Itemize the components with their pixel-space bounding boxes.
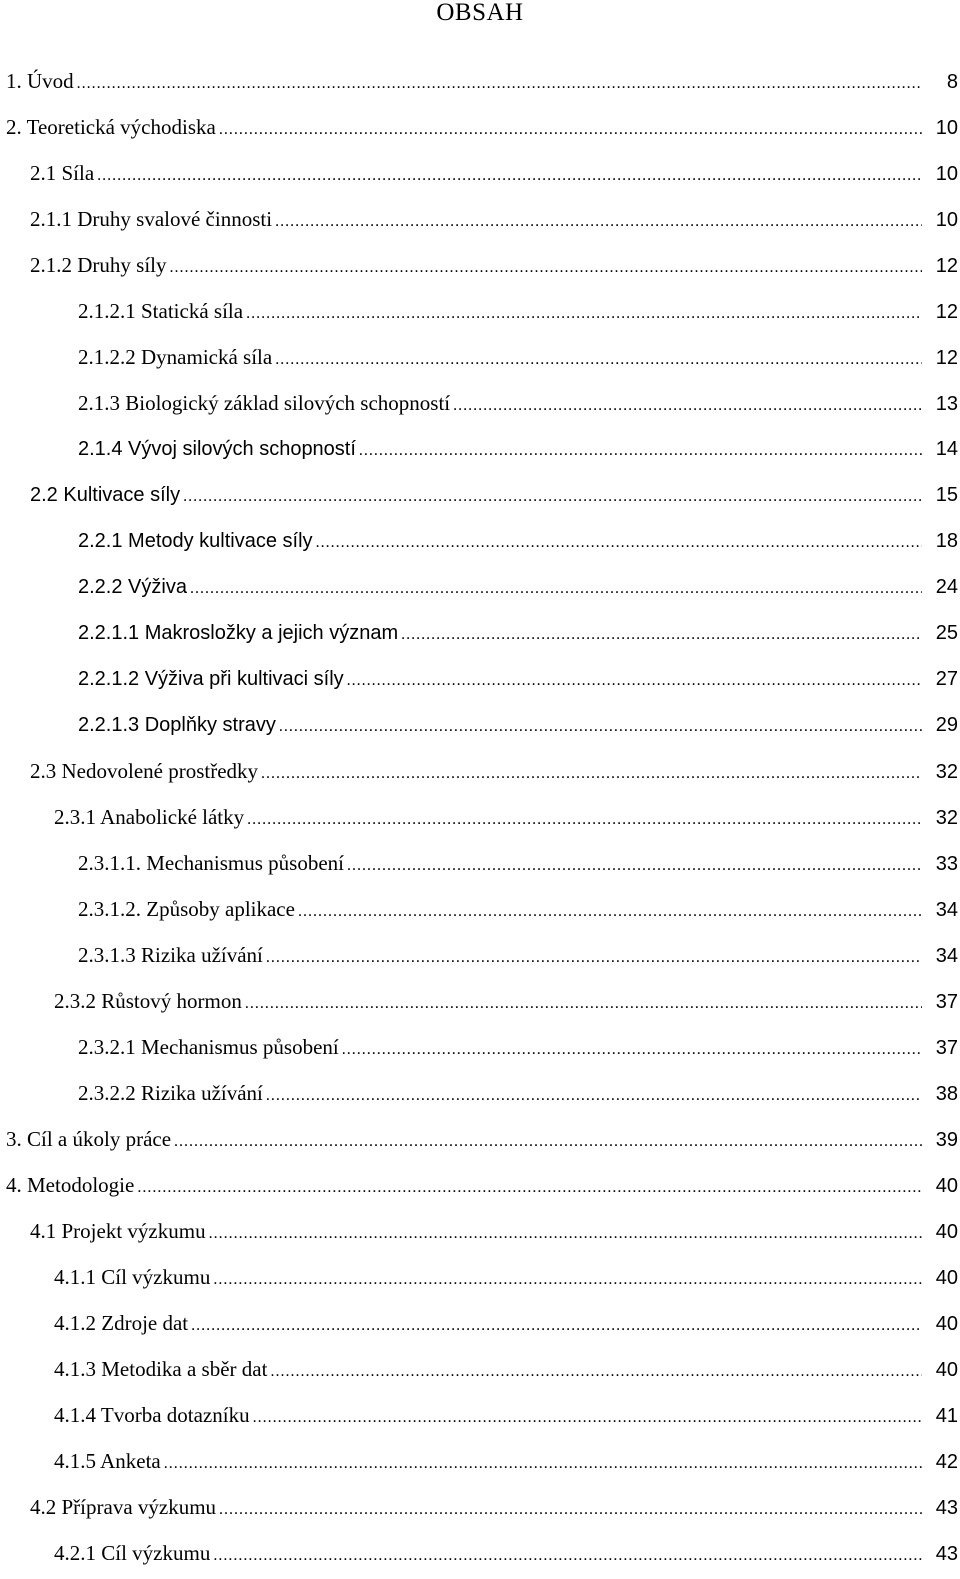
toc-entry-label: 2.1.1 Druhy svalové činnosti	[30, 207, 273, 231]
dot-leader	[137, 1165, 922, 1211]
toc-entry[interactable]	[0, 58, 960, 104]
toc-entry[interactable]	[0, 1530, 960, 1576]
toc-entry[interactable]	[0, 196, 960, 242]
toc-entry-page: 42	[935, 1451, 958, 1473]
dot-leader	[275, 199, 922, 245]
toc-entry-label: 2.3.2.1 Mechanismus působení	[78, 1035, 339, 1059]
toc-entry[interactable]	[0, 1392, 960, 1438]
dot-leader	[245, 981, 922, 1027]
dot-leader	[279, 704, 922, 750]
toc-entry-page: 34	[935, 899, 958, 921]
toc-entry[interactable]	[0, 702, 960, 748]
dot-leader	[342, 1027, 922, 1073]
toc-entry-label: 2.1 Síla	[30, 161, 95, 185]
dot-leader	[170, 245, 923, 291]
dot-leader	[246, 291, 922, 337]
toc-entry[interactable]	[0, 794, 960, 840]
dot-leader	[191, 1303, 922, 1349]
toc-entry-page: 41	[935, 1405, 958, 1427]
dot-leader	[164, 1441, 922, 1487]
toc-entry-page: 37	[935, 1037, 958, 1059]
toc-entry[interactable]	[0, 886, 960, 932]
toc-entry-page: 40	[935, 1221, 958, 1243]
toc-entry-page: 40	[935, 1267, 958, 1289]
toc-entry[interactable]	[0, 610, 960, 656]
toc-entry-page: 33	[935, 853, 958, 875]
dot-leader	[209, 1211, 922, 1257]
dot-leader	[266, 1073, 922, 1119]
toc-entry-label: 2.3.1.2. Způsoby aplikace	[78, 897, 295, 921]
toc-entry-label: 2. Teoretická východiska	[6, 115, 216, 139]
toc-entry-label: 2.1.2.1 Statická síla	[78, 299, 244, 323]
toc-entry-label: 2.3.1 Anabolické látky	[54, 805, 245, 829]
toc-entry-label: 2.1.4 Vývoj silových schopností	[78, 438, 356, 460]
toc-entry-label: 2.2.2 Výživa	[78, 576, 187, 598]
toc-entry[interactable]	[0, 472, 960, 518]
toc-entry-page: 34	[935, 945, 958, 967]
toc-entry[interactable]	[0, 748, 960, 794]
toc-entry-page: 8	[946, 71, 958, 93]
toc-entry-page: 32	[935, 807, 958, 829]
toc-entry-label: 2.3.1.1. Mechanismus působení	[78, 851, 344, 875]
toc-entry[interactable]	[0, 518, 960, 564]
toc-entry-label: 3. Cíl a úkoly práce	[6, 1127, 172, 1151]
toc-entry-page: 39	[935, 1129, 958, 1151]
toc-entry-label: 4.2.1 Cíl výzkumu	[54, 1541, 211, 1565]
toc-entry-label: 2.1.2.2 Dynamická síla	[78, 345, 273, 369]
toc-entry[interactable]	[0, 840, 960, 886]
toc-entry[interactable]	[0, 288, 960, 334]
dot-leader	[247, 797, 922, 843]
dot-leader	[213, 1257, 922, 1303]
toc-entry-label: 4.1.2 Zdroje dat	[54, 1311, 189, 1335]
toc-entry-label: 4.1 Projekt výzkumu	[30, 1219, 206, 1243]
toc-entry-page: 10	[935, 163, 958, 185]
toc-entry-label: 4.1.3 Metodika a sběr dat	[54, 1357, 268, 1381]
dot-leader	[77, 61, 922, 107]
toc-entry[interactable]	[0, 104, 960, 150]
toc-entry[interactable]	[0, 380, 960, 426]
toc-entry-page: 10	[935, 117, 958, 139]
toc-entry-label: 4. Metodologie	[6, 1173, 135, 1197]
toc-entry[interactable]	[0, 1116, 960, 1162]
toc-entry[interactable]	[0, 1346, 960, 1392]
toc-entry-page: 12	[935, 255, 958, 277]
toc-entry-page: 25	[935, 622, 958, 644]
toc-entry[interactable]	[0, 564, 960, 610]
toc-entry-label: 2.2.1.1 Makrosložky a jejich význam	[78, 622, 399, 644]
toc-entry-page: 40	[935, 1359, 958, 1381]
toc-entry-label: 2.1.3 Biologický základ silových schopností	[78, 391, 451, 415]
toc-entry[interactable]	[0, 1438, 960, 1484]
toc-entry-label: 2.3.1.3 Rizika užívání	[78, 943, 263, 967]
toc-entry[interactable]	[0, 656, 960, 702]
toc-entry[interactable]	[0, 1070, 960, 1116]
toc-entry-label: 2.2.1.2 Výživa při kultivaci síly	[78, 668, 344, 690]
dot-leader	[401, 612, 922, 658]
toc-entry-page: 14	[935, 438, 958, 460]
toc-entry[interactable]	[0, 1162, 960, 1208]
toc-entry-label: 4.2 Příprava výzkumu	[30, 1495, 217, 1519]
toc-entry[interactable]	[0, 242, 960, 288]
dot-leader	[183, 474, 922, 520]
dot-leader	[213, 1533, 922, 1579]
toc-entry-label: 2.1.2 Druhy síly	[30, 253, 167, 277]
toc-entry-page: 32	[935, 761, 958, 783]
toc-entry-page: 12	[935, 301, 958, 323]
toc-entry-label: 2.3 Nedovolené prostředky	[30, 759, 259, 783]
toc-entry[interactable]	[0, 334, 960, 380]
page-title: OBSAH	[436, 0, 524, 26]
toc-entry-page: 18	[935, 530, 958, 552]
toc-entry-page: 43	[935, 1543, 958, 1565]
toc-entry[interactable]	[0, 1254, 960, 1300]
dot-leader	[359, 428, 922, 474]
dot-leader	[174, 1119, 922, 1165]
toc-entry-page: 15	[935, 484, 958, 506]
table-of-contents	[0, 58, 960, 1576]
toc-entry-page: 10	[935, 209, 958, 231]
toc-entry-label: 2.3.2.2 Rizika užívání	[78, 1081, 263, 1105]
dot-leader	[219, 107, 922, 153]
toc-entry[interactable]	[0, 978, 960, 1024]
dot-leader	[316, 520, 922, 566]
toc-entry-label: 2.3.2 Růstový hormon	[54, 989, 242, 1013]
dot-leader	[261, 751, 922, 797]
toc-entry-page: 12	[935, 347, 958, 369]
toc-entry-label: 4.1.4 Tvorba dotazníku	[54, 1403, 250, 1427]
toc-entry[interactable]	[0, 932, 960, 978]
toc-entry-label: 4.1.5 Anketa	[54, 1449, 161, 1473]
toc-entry-page: 24	[935, 576, 958, 598]
dot-leader	[219, 1487, 922, 1533]
dot-leader	[270, 1349, 922, 1395]
toc-entry-page: 29	[935, 714, 958, 736]
dot-leader	[347, 843, 922, 889]
toc-entry-page: 13	[935, 393, 958, 415]
dot-leader	[347, 658, 922, 704]
toc-entry[interactable]	[0, 426, 960, 472]
dot-leader	[266, 935, 922, 981]
toc-entry-page: 37	[935, 991, 958, 1013]
toc-entry-label: 4.1.1 Cíl výzkumu	[54, 1265, 211, 1289]
toc-entry-page: 27	[935, 668, 958, 690]
toc-entry-label: 2.2.1 Metody kultivace síly	[78, 530, 313, 552]
toc-entry-page: 43	[935, 1497, 958, 1519]
toc-entry[interactable]	[0, 1024, 960, 1070]
toc-entry-label: 2.2.1.3 Doplňky stravy	[78, 714, 276, 736]
dot-leader	[298, 889, 922, 935]
toc-entry-label: 1. Úvod	[6, 69, 74, 93]
dot-leader	[453, 383, 922, 429]
toc-entry[interactable]	[0, 1300, 960, 1346]
dot-leader	[253, 1395, 922, 1441]
dot-leader	[190, 566, 922, 612]
dot-leader	[97, 153, 922, 199]
dot-leader	[275, 337, 922, 383]
toc-entry[interactable]	[0, 150, 960, 196]
toc-entry[interactable]	[0, 1208, 960, 1254]
toc-entry-page: 40	[935, 1175, 958, 1197]
toc-entry-label: 2.2 Kultivace síly	[30, 484, 181, 506]
toc-entry[interactable]	[0, 1484, 960, 1530]
toc-entry-page: 40	[935, 1313, 958, 1335]
toc-entry-page: 38	[935, 1083, 958, 1105]
